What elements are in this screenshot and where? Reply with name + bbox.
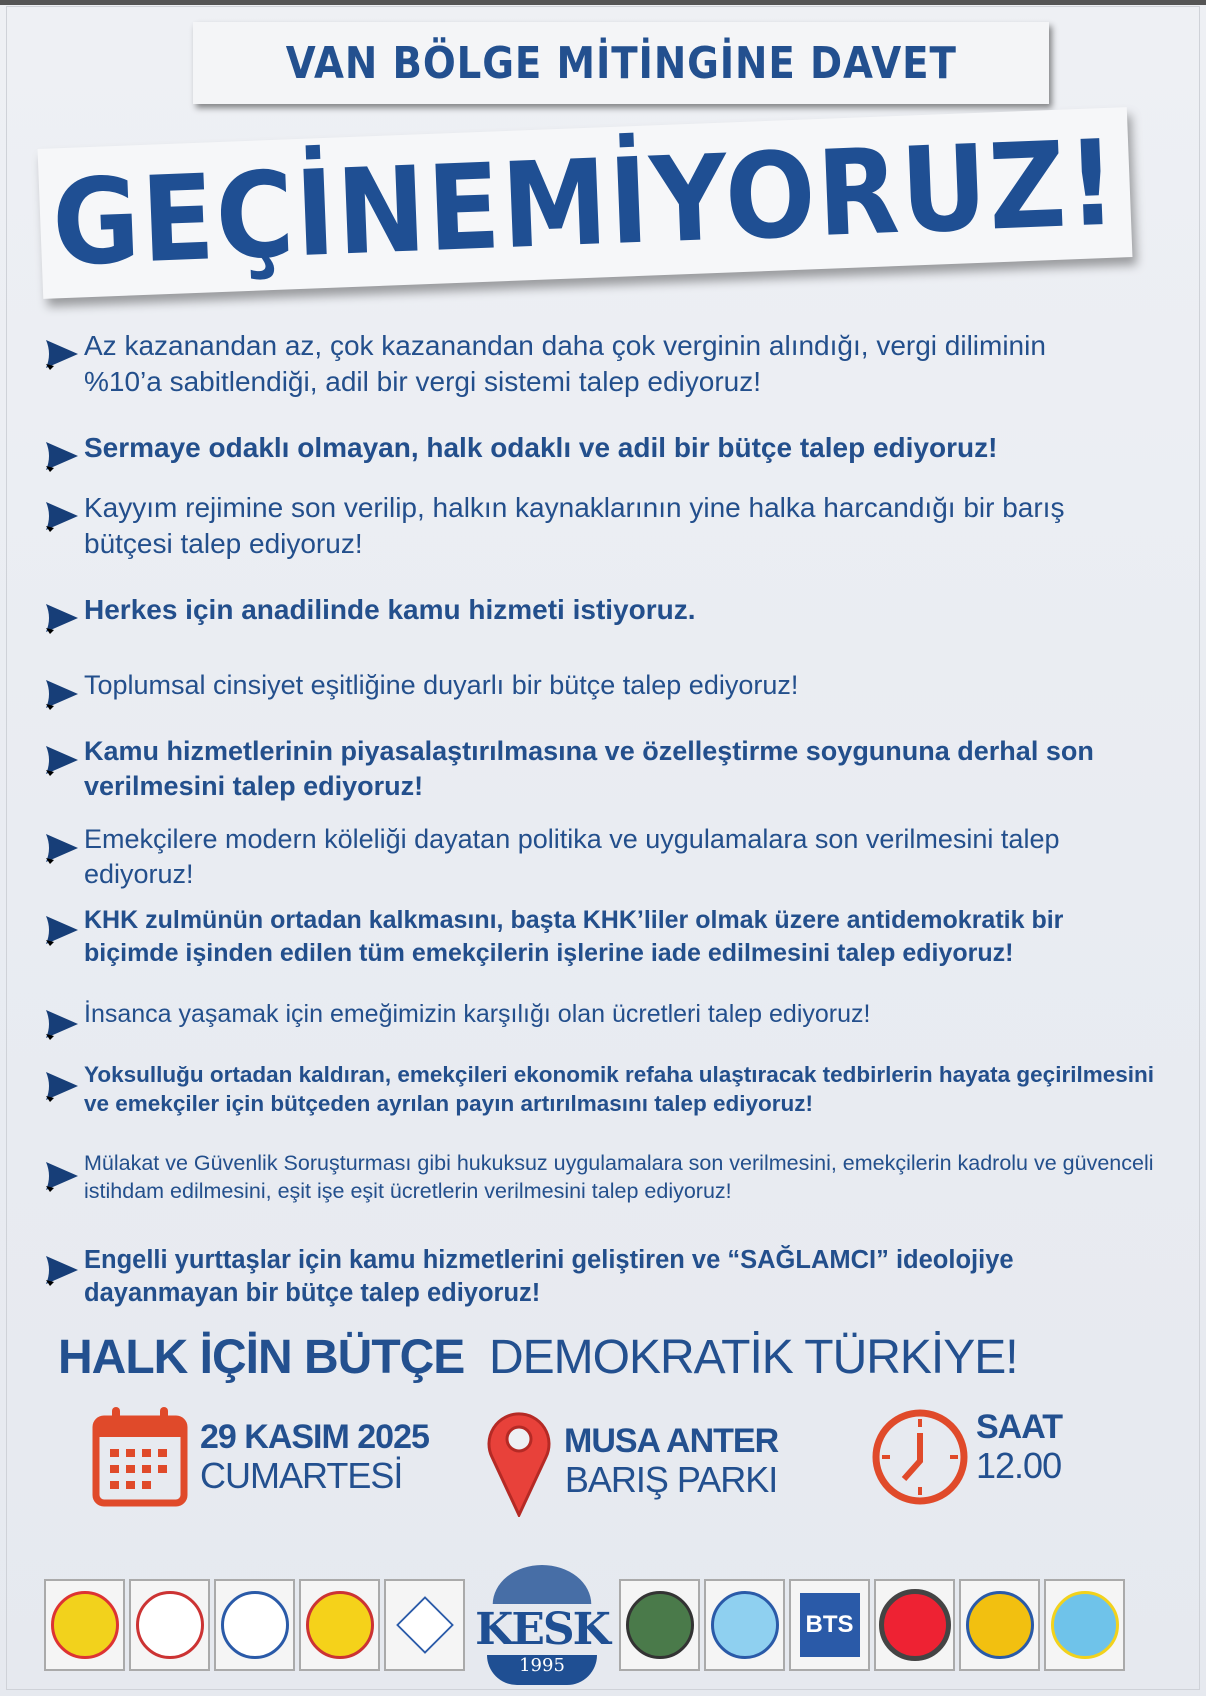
arrow-bullet-icon <box>40 438 84 474</box>
subtitle: VAN BÖLGE MİTİNGİNE DAVET <box>285 37 957 89</box>
union-logo-bts: BTS <box>789 1579 870 1671</box>
arrow-bullet-icon <box>40 336 84 372</box>
place-line2: BARIŞ PARKI <box>564 1458 778 1500</box>
slogan-part2: DEMOKRATİK TÜRKİYE! <box>488 1331 1018 1384</box>
date-info <box>92 1405 429 1509</box>
union-logos <box>44 1565 1125 1685</box>
demand-text: Kamu hizmetlerinin piyasalaştırılmasına ve özelleştirme soygununa derhal son verilmesini talep ediyoruz! <box>84 736 1094 802</box>
demand-item <box>40 490 1124 563</box>
place-line1: MUSA ANTER <box>564 1421 779 1460</box>
union-logo <box>299 1579 380 1671</box>
union-logo <box>214 1579 295 1671</box>
demand-item <box>40 668 1124 712</box>
arrow-bullet-icon <box>40 830 84 866</box>
demand-item <box>40 328 1124 401</box>
clock-icon <box>870 1405 970 1509</box>
union-logo <box>874 1579 955 1671</box>
demand-text: İnsanca yaşamak için emeğimizin karşılığı olan ücretleri talep ediyoruz! <box>84 1000 871 1028</box>
demand-text: Toplumsal cinsiyet eşitliğine duyarlı bir bütçe talep ediyoruz! <box>84 670 799 700</box>
demand-item <box>40 1150 1154 1206</box>
event-date: 29 KASIM 2025 <box>200 1417 429 1456</box>
demand-text: KHK zulmünün ortadan kalkmasını, başta KHK’liler olmak üzere antidemokratik bir biçimde işinden edilen tüm emekçilerin işlerine iade edilmesini talep ediyoruz! <box>84 906 1064 967</box>
location-pin-icon <box>486 1405 552 1517</box>
demand-text: Herkes için anadilinde kamu hizmeti istiyoruz. <box>84 594 696 625</box>
arrow-bullet-icon <box>40 742 84 778</box>
kesk-logo: KESK 1995 <box>477 1565 607 1685</box>
union-logo <box>1044 1579 1125 1671</box>
time-label: SAAT <box>976 1407 1063 1446</box>
kesk-dome-icon <box>487 1565 597 1604</box>
subtitle-banner <box>193 22 1049 104</box>
union-logo <box>384 1579 465 1671</box>
poster-title: GEÇİNEMİYORUZ! <box>49 113 1121 293</box>
event-day: CUMARTESİ <box>200 1454 403 1496</box>
demand-text: Az kazanandan az, çok kazanandan daha çok verginin alındığı, vergi diliminin %10’a sabitlendiği, adil bir vergi sistemi talep ediyoruz! <box>84 330 1046 398</box>
demand-item <box>40 430 1124 474</box>
demand-item <box>40 734 1124 804</box>
demand-text: Kayyım rejimine son verilip, halkın kaynaklarının yine halka harcandığı bir barış bütçesi talep ediyoruz! <box>84 492 1065 560</box>
demand-text: Sermaye odaklı olmayan, halk odaklı ve adil bir bütçe talep ediyoruz! <box>84 432 998 463</box>
union-logo <box>619 1579 700 1671</box>
demand-item <box>40 822 1124 892</box>
demand-item <box>40 904 1154 969</box>
arrow-bullet-icon <box>40 676 84 712</box>
demand-text: Engelli yurttaşlar için kamu hizmetlerini geliştiren ve “SAĞLAMCI” ideolojiye dayanmayan bir bütçe talep ediyoruz! <box>84 1246 1014 1308</box>
event-time: 12.00 <box>976 1444 1062 1486</box>
slogan-part1: HALK İÇİN BÜTÇE <box>58 1331 465 1384</box>
union-logo <box>129 1579 210 1671</box>
demand-text: Emekçilere modern köleliği dayatan politika ve uygulamalara son verilmesini talep ediyoruz! <box>84 824 1060 890</box>
arrow-bullet-icon <box>40 498 84 534</box>
demand-text: Mülakat ve Güvenlik Soruşturması gibi hukuksuz uygulamalara son verilmesini, emekçilerin kadrolu ve güvenceli istihdam edilmesini, eşit işe eşit ücretlerin verilmesini talep ediyoruz! <box>84 1151 1154 1203</box>
arrow-bullet-icon <box>40 1006 84 1042</box>
demand-item <box>40 998 1154 1042</box>
arrow-bullet-icon <box>40 1252 84 1288</box>
top-border <box>0 0 1206 5</box>
demand-item <box>40 592 1124 636</box>
demand-item <box>40 1244 1154 1310</box>
calendar-icon <box>92 1405 192 1509</box>
arrow-bullet-icon <box>40 912 84 948</box>
demand-item <box>40 1060 1154 1119</box>
slogan <box>58 1330 1018 1385</box>
union-logo <box>44 1579 125 1671</box>
arrow-bullet-icon <box>40 1158 84 1194</box>
arrow-bullet-icon <box>40 1068 84 1104</box>
time-info <box>870 1405 1062 1509</box>
union-logo <box>704 1579 785 1671</box>
demand-text: Yoksulluğu ortadan kaldıran, emekçileri ekonomik refaha ulaştıracak tedbirlerin hayata geçirilmesini ve emekçiler için bütçeden ayrılan payın artırılmasını talep ediyoruz! <box>84 1062 1154 1117</box>
union-logo <box>959 1579 1040 1671</box>
arrow-bullet-icon <box>40 600 84 636</box>
place-info <box>486 1405 778 1517</box>
